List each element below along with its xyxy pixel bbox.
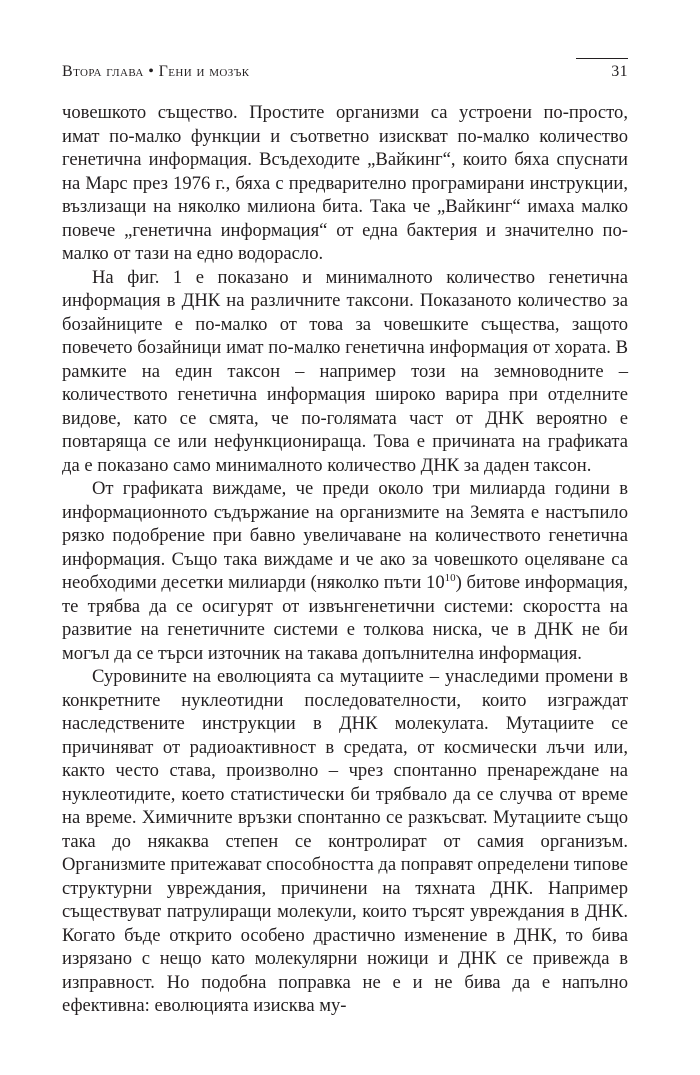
superscript-exponent: 10 bbox=[444, 571, 456, 584]
header-bullet: • bbox=[148, 63, 155, 80]
section-title: Гени и мозък bbox=[158, 63, 250, 80]
paragraph: човешкото същество. Простите организми са устроени по-просто, имат по-малко функции и съответно изискват по-малко количество генетична информация. Всъдеходите „Вайкинг“, които бяха спуснати на Марс през 1976 г., бяха с предварително програмирани инструкции, възлизащи на няколко милиона бита. Така че „Вайкинг“ имаха малко повече „генетична информация“ от една бактерия и значително по-малко от тази на едно водорасло. bbox=[62, 102, 628, 264]
header-rule bbox=[576, 58, 628, 59]
paragraph: На фиг. 1 е показано и минималното количество генетична информация в ДНК на различните таксони. Показаното количество за бозайниците е по-малко от това за човешките същества, защото повечето бозайници имат по-малко генетична информация от хората. В рамките на един таксон – например този на земноводните – количеството генетична информация широко варира при отделните видове, като се смята, че по-голямата част от ДНК вероятно е повтаряща се или нефункционираща. Това е причината на графиката да е показано само минималното количество ДНК за даден таксон. bbox=[62, 266, 628, 476]
paragraph: Суровините на еволюцията са мутациите – унаследими промени в конкретните нуклеотидни последователности, които изграждат наследствените инструкции в ДНК молекулата. Мутациите се причиняват от радиоактивност в средата, от космически лъчи или, както често става, произволно – чрез спонтанно пренареждане на нуклеотидите, което статистически би трябвало да се случва от време на време. Химичните връзки спонтанно се разкъсват. Мутациите също така до някаква степен се контролират от самия организъм. Организмите притежават способността да поправят определени типове структурни увреждания, причинени на тяхната ДНК. Например съществуват патрулиращи молекули, които търсят увреждания в ДНК. Когато бъде открито особено драстично изменение в ДНК, то бива изрязано с нещо като молекулярни ножици и ДНК се привежда в изправност. Но подобна поправка не е и не бива да е напълно ефективна: еволюцията изисква му- bbox=[62, 666, 628, 1016]
page-number: 31 bbox=[611, 63, 628, 80]
paragraph-text: От графиката виждаме, че преди около три милиарда години в информационното съдържание на организмите на Земята е настъпило рязко подобрение при бавно увеличаване на количеството генетична информация. Също така виждаме и че ако за човешкото оцеляване са необходими десетки милиарди (няколко пъти 10 bbox=[62, 478, 628, 593]
paragraph-text: ) битове информация, те трябва да се осигурят от извънгенетични системи: скоростта на развитие на генетичните системи е толкова ниска, че в ДНК не би могъл да се търси източник на такава допълнителна информация. bbox=[62, 572, 628, 664]
body-text bbox=[62, 101, 628, 1018]
header-chapter-section bbox=[62, 63, 250, 81]
chapter-title: Втора глава bbox=[62, 63, 144, 80]
paragraph bbox=[62, 477, 628, 665]
running-header bbox=[62, 63, 628, 85]
